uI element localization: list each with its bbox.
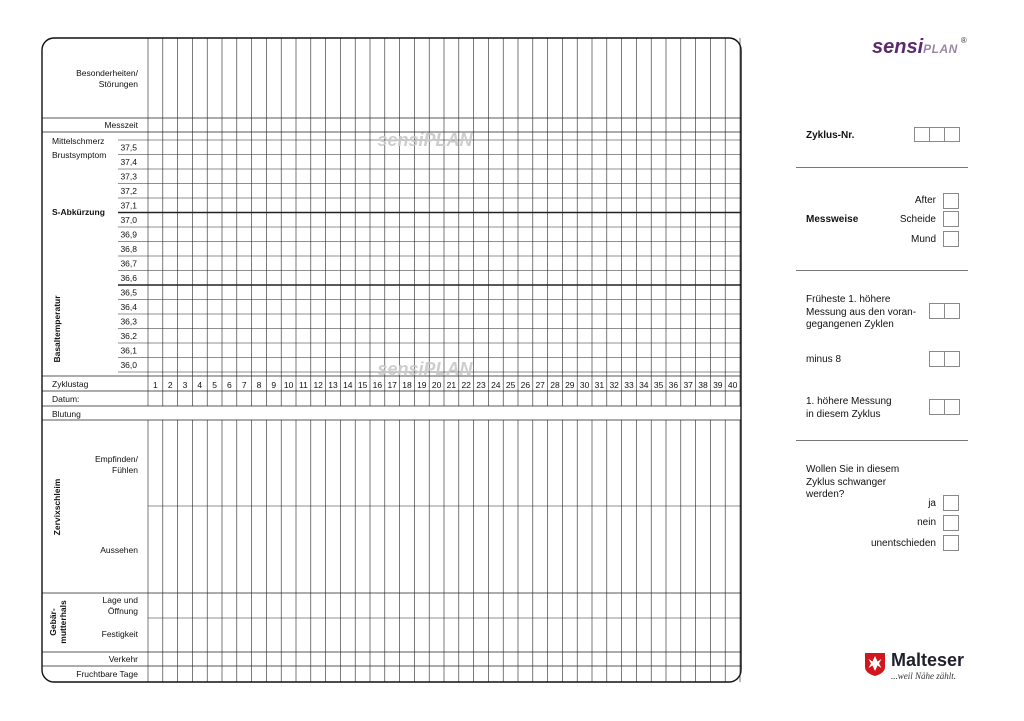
s-abkuerzung-label: S-Abkürzung [52,207,105,217]
day-number: 38 [698,380,708,390]
day-number: 2 [167,380,173,390]
mund-checkbox[interactable] [943,231,959,247]
temperature-label: 37,5 [120,142,137,153]
zyklus-nr-box-1[interactable] [914,127,930,142]
temperature-label: 36,3 [120,316,137,327]
temperature-label: 36,5 [120,287,137,298]
day-number: 34 [639,380,649,390]
day-number: 28 [550,380,560,390]
messzeit-label: Messzeit [104,120,138,130]
brustsymptom-label: Brustsymptom [52,150,107,160]
temperature-label: 36,2 [120,331,137,341]
zyklus-nr-box-3[interactable] [944,127,960,142]
schwanger-label: Wollen Sie in diesem Zyklus schwanger werden? [806,464,900,500]
hoehere-box-2[interactable] [944,399,960,415]
logo-sensi: sensi [872,36,924,58]
ja-checkbox[interactable] [943,495,959,511]
day-number: 25 [505,380,516,390]
day-number: 17 [387,380,397,390]
unentschieden-label: unentschieden [870,538,936,549]
logo-plan: PLAN [923,42,958,56]
day-number: 39 [713,380,723,390]
day-number: 15 [357,380,368,390]
day-number: 24 [491,380,501,390]
day-number: 35 [653,380,664,390]
day-number: 4 [197,380,203,390]
zyklus-nr-box-2[interactable] [929,127,945,142]
day-number: 16 [372,380,383,390]
verkehr-label: Verkehr [108,654,138,664]
empfinden-label: Empfinden/ Fühlen [95,454,138,475]
logo-registered: ® [960,36,967,45]
gebaermutterhals-label: Gebär-mutterhals [48,600,68,644]
lage-label: Lage und Öffnung [102,595,138,616]
divider-3 [796,440,968,441]
chart-watermarks [377,130,473,379]
besonderheiten-label: Besonderheiten/ Störungen [76,68,138,89]
day-number: 14 [343,380,353,390]
temperature-label: 37,3 [120,171,137,182]
zyklus-nr-label: Zyklus-Nr. [806,130,855,141]
temperature-label: 36,7 [120,258,137,269]
temperature-label: 37,2 [120,186,137,196]
day-number: 22 [461,380,471,390]
day-number: 6 [227,380,232,390]
frueheste-box-2[interactable] [944,303,960,319]
divider-2 [796,270,968,271]
hoehere-label: 1. höhere Messung in diesem Zyklus [806,396,892,420]
zervixschleim-label: Zervixschleim [52,478,62,536]
day-number: 30 [579,380,590,390]
day-number: 23 [476,380,486,390]
after-label: After [914,195,936,206]
day-number: 7 [241,380,247,390]
day-number: 21 [446,380,457,390]
malteser-name: Malteser [891,650,965,670]
temperature-label: 37,4 [120,157,137,167]
day-number: 31 [594,380,605,390]
day-number: 33 [624,380,634,390]
fruchtbare-tage-label: Fruchtbare Tage [76,669,138,679]
messweise-label: Messweise [806,214,859,225]
mittelschmerz-label: Mittelschmerz [52,136,105,146]
frueheste-label: Früheste 1. höhere Messung aus den voran- gegangenen Zyklen [806,294,917,330]
aussehen-label: Aussehen [100,545,138,555]
day-number: 3 [182,380,188,390]
temperature-label: 36,1 [120,345,137,356]
maltese-cross-icon [864,652,886,676]
malteser-slogan: ...weil Nähe zählt. [891,671,956,681]
nein-label: nein [917,517,936,528]
day-number: 32 [609,380,619,390]
temperature-label: 36,4 [120,302,137,312]
day-number: 26 [520,380,531,390]
temperature-label: 36,0 [120,360,137,370]
day-number: 5 [212,380,217,390]
datum-label: Datum: [52,394,80,404]
day-number: 11 [298,380,308,390]
day-number: 20 [431,380,442,390]
minus8-box-1[interactable] [929,351,945,367]
minus8-label: minus 8 [806,354,842,365]
divider-1 [796,167,968,168]
day-number: 12 [313,380,323,390]
temperature-label: 36,9 [120,229,137,240]
day-number: 9 [271,380,277,390]
day-number: 36 [668,380,679,390]
mund-label: Mund [910,234,936,245]
frueheste-box-1[interactable] [929,303,945,319]
hoehere-box-1[interactable] [929,399,945,415]
temperature-label: 36,8 [120,244,137,254]
day-number: 40 [727,380,738,390]
day-number: 29 [565,380,575,390]
festigkeit-label: Festigkeit [101,629,138,639]
day-number: 13 [328,380,338,390]
after-checkbox[interactable] [943,193,959,209]
temperature-label: 37,0 [120,215,137,225]
sensiplan-watermark: sensiPLAN [377,359,473,379]
ja-label: ja [928,498,936,509]
scheide-checkbox[interactable] [943,211,959,227]
day-number: 27 [535,380,545,390]
minus8-box-2[interactable] [944,351,960,367]
sensiplan-watermark: sensiPLAN [377,130,473,150]
blutung-label: Blutung [52,409,81,419]
temperature-label: 37,1 [120,200,137,211]
day-number: 19 [417,380,427,390]
day-number: 37 [683,380,693,390]
basaltemperatur-label: Basaltemperatur [52,295,62,363]
day-number: 18 [402,380,412,390]
day-number: 1 [153,380,158,390]
temperature-label: 36,6 [120,273,137,283]
zyklustag-label: Zyklustag [52,379,89,389]
day-number: 10 [283,380,294,390]
nein-checkbox[interactable] [943,515,959,531]
scheide-label: Scheide [899,214,936,225]
day-number: 8 [256,380,262,390]
unentschieden-checkbox[interactable] [943,535,959,551]
